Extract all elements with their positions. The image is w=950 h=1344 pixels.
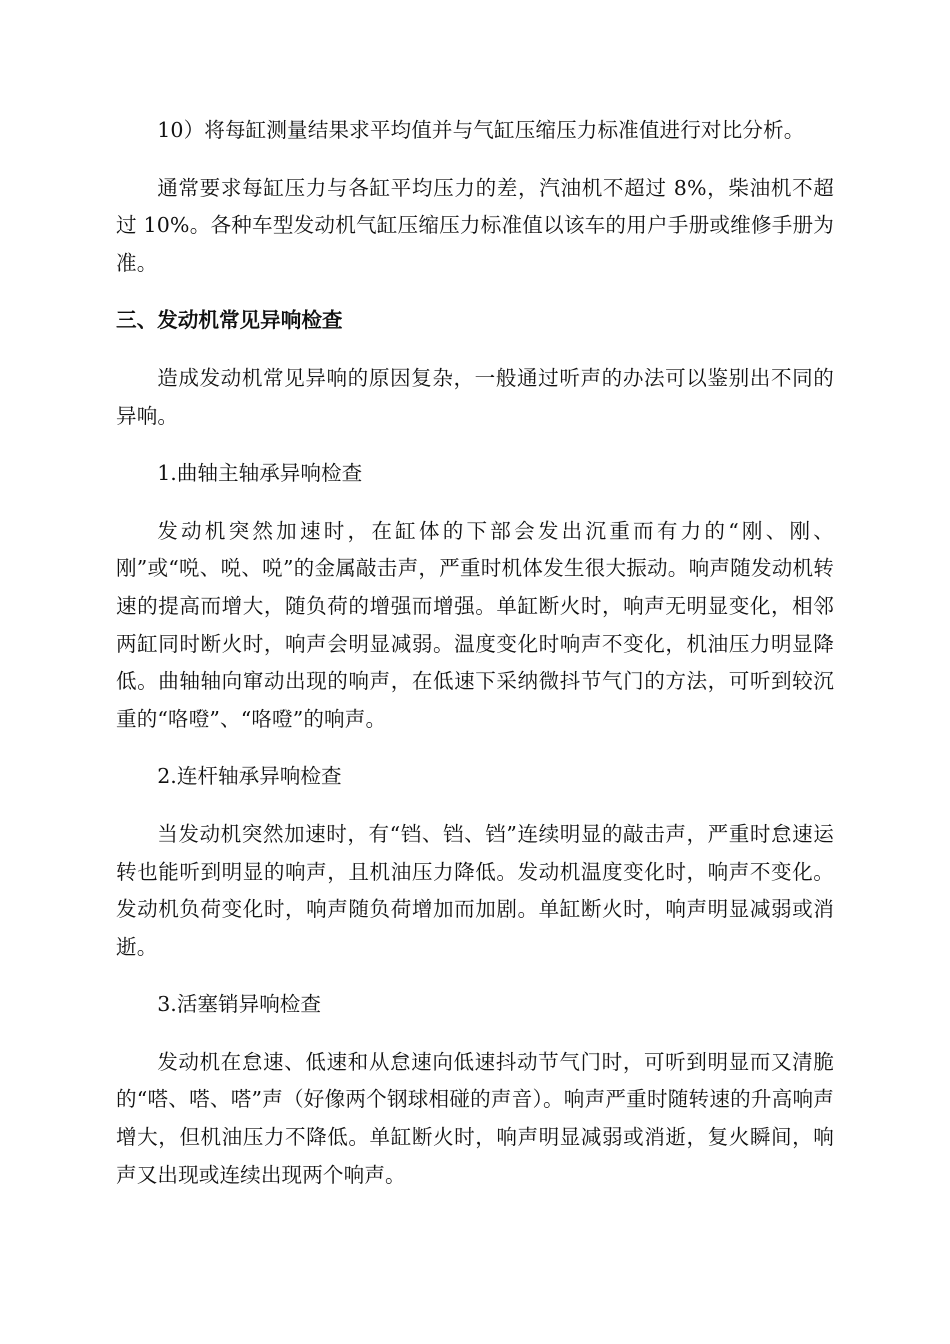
subheading-piston-pin: 3.活塞销异响检查 (157, 992, 321, 1017)
paragraph-main-bearing: 发动机突然加速时，在缸体的下部会发出沉重而有力的“刚、刚、刚”或“哾、哾、哾”的金属敲击声，严重时机体发生很大振动。响声随发动机转速的提高而增大，随负荷的增强而增强。单缸断火时，响声无明显变化，相邻两缸同时断火时，响声会明显减弱。温度变化时响声不变化，机油压力明显降低。曲轴轴向窜动出现的响声，在低速下采纳微抖节气门的方法，可听到较沉重的“咯噔”、“咯噔”的响声。 (116, 518, 834, 731)
paragraph-piston-pin: 发动机在怠速、低速和从怠速向低速抖动节气门时，可听到明显而又清脆的“嗒、嗒、嗒”声（好像两个钢球相碰的声音）。响声严重时随转速的升高响声增大，但机油压力不降低。单缸断火时，响声明显减弱或消逝，复火瞬间，响声又出现或连续出现两个响声。 (116, 1049, 834, 1187)
paragraph-noise-intro: 造成发动机常见异响的原因复杂，一般通过听声的办法可以鉴别出不同的异响。 (116, 365, 834, 428)
paragraph-rod-bearing: 当发动机突然加速时，有“铛、铛、铛”连续明显的敲击声，严重时怠速运转也能听到明显的响声，且机油压力降低。发动机温度变化时，响声不变化。发动机负荷变化时，响声随负荷增加而加剧。单缸断火时，响声明显减弱或消逝。 (116, 821, 834, 959)
paragraph-pressure-standard: 通常要求每缸压力与各缸平均压力的差，汽油机不超过 8%，柴油机不超过 10%。各种车型发动机气缸压缩压力标准值以该车的用户手册或维修手册为准。 (116, 175, 834, 275)
document-page (116, 112, 834, 1214)
paragraph-step-10: 10）将每缸测量结果求平均值并与气缸压缩压力标准值进行对比分析。 (157, 118, 805, 142)
section-heading-abnormal-noise: 三、发动机常见异响检查 (116, 308, 343, 333)
subheading-rod-bearing: 2.连杆轴承异响检查 (157, 764, 342, 789)
subheading-main-bearing: 1.曲轴主轴承异响检查 (157, 461, 363, 486)
